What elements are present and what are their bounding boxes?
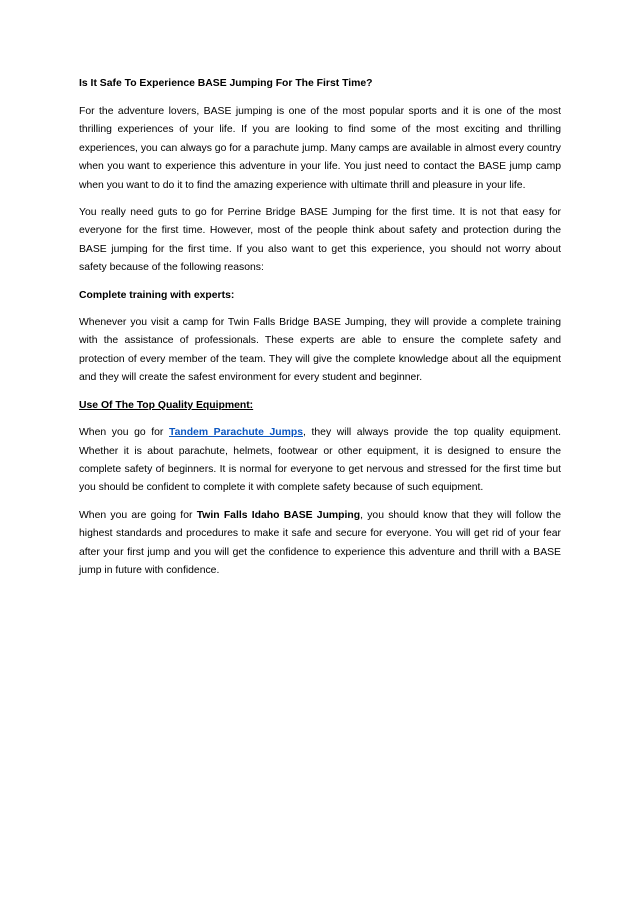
- heading-quality-equipment: Use Of The Top Quality Equipment:: [79, 399, 254, 411]
- twin-falls-idaho-bold: Twin Falls Idaho BASE Jumping: [196, 509, 361, 521]
- paragraph-equipment: [79, 424, 561, 498]
- paragraph-equipment-rest: , they will always provide the top quality equipment. Whether it is about parachute, helmets, footwear or other equipment, it is designed to ensure the complete safety of beginners. It is normal for everyone to get nervous and stressed for the first time but you should be confident to complete it with complete safety because of such equipment.: [79, 427, 561, 494]
- paragraph-intro: For the adventure lovers, BASE jumping is one of the most popular sports and it is one of the most thrilling experiences of your life. If you are looking to find some of the most exciting and thrilling experiences, you can always go for a parachute jump. Many camps are available in almost every country when you want to experience this adventure in your life. You just need to contact the BASE jump camp when you want to do it to find the amazing experience with ultimate thrill and pleasure in your life.: [79, 106, 561, 191]
- paragraph-twin-falls: [79, 507, 561, 581]
- paragraph-twin-falls-rest: , you should know that they will follow the highest standards and procedures to make it safe and secure for everyone. You will get rid of your fear after your first jump and you will get the confidence to experience this adventure and thrill with a BASE jump in future with confidence.: [79, 509, 561, 576]
- paragraph-twin-falls-lead: When you are going for: [79, 509, 197, 521]
- document-page: [79, 75, 561, 589]
- paragraph-guts: You really need guts to go for Perrine Bridge BASE Jumping for the first time. It is not that easy for everyone for the first time. However, most of the people think about safety and protection during the BASE jumping for the first time. If you also want to get this experience, you should not worry about safety because of the following reasons:: [79, 207, 561, 274]
- document-title: Is It Safe To Experience BASE Jumping For The First Time?: [79, 78, 373, 89]
- tandem-parachute-jumps-link[interactable]: Tandem Parachute Jumps: [169, 427, 304, 439]
- heading-complete-training: Complete training with experts:: [79, 289, 235, 301]
- paragraph-training: Whenever you visit a camp for Twin Falls Bridge BASE Jumping, they will provide a complete training with the assistance of professionals. These experts are able to ensure the complete safety and protection of every member of the team. They will give the complete knowledge about all the equipment and they will create the safest environment for every student and beginner.: [79, 317, 561, 384]
- paragraph-equipment-lead: When you go for: [79, 427, 169, 439]
